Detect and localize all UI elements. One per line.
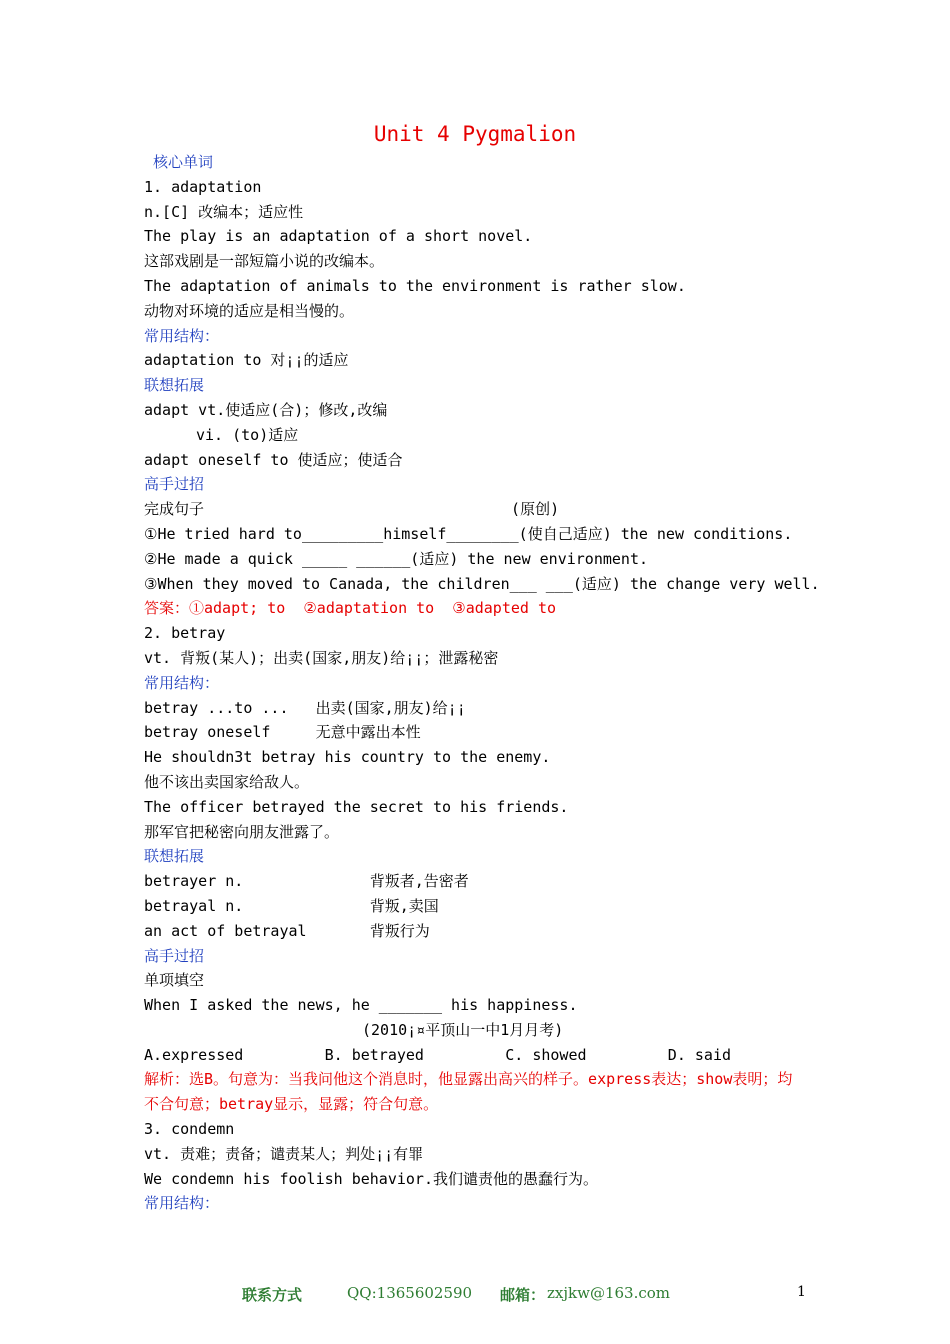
footer-mail-label: 邮箱： xyxy=(500,1286,546,1304)
text-line: The officer betrayed the secret to his friends. xyxy=(144,797,569,816)
text-line: betray oneself 无意中露出本性 xyxy=(144,723,421,742)
section-heading: 常用结构： xyxy=(144,1194,220,1213)
section-heading: 联想拓展 xyxy=(144,376,205,395)
page-title: Unit 4 Pygmalion xyxy=(373,122,577,146)
text-line: 这部戏剧是一部短篇小说的改编本。 xyxy=(144,252,385,271)
text-line: vt. 背叛(某人)；出卖(国家,朋友)给¡¡；泄露秘密 xyxy=(144,648,499,667)
text-line: ①He tried hard to_________himself________(使自己适应) the new conditions. xyxy=(144,524,793,543)
text-line: adapt vt.使适应(合)；修改,改编 xyxy=(144,400,388,419)
section-heading: 高手过招 xyxy=(144,946,205,965)
text-line: 3. condemn xyxy=(144,1120,235,1139)
text-line: adapt oneself to 使适应；使适合 xyxy=(144,450,403,469)
document-body xyxy=(144,150,824,1216)
footer-contact-label: 联系方式 xyxy=(242,1286,303,1304)
text-line: 完成句子 (原创) xyxy=(144,500,560,519)
text-line: 他不该出卖国家给敌人。 xyxy=(144,772,310,791)
text-line: 2. betray xyxy=(144,624,226,643)
text-line: We condemn his foolish behavior.我们谴责他的愚蠢行为。 xyxy=(144,1169,598,1188)
page-footer xyxy=(0,1284,950,1308)
text-line: adaptation to 对¡¡的适应 xyxy=(144,351,349,370)
text-line: 单项填空 xyxy=(144,971,205,990)
text-line: (2010¡¤平顶山一中1月月考) xyxy=(362,1020,564,1039)
text-line: an act of betrayal 背叛行为 xyxy=(144,921,430,940)
section-heading: 联想拓展 xyxy=(144,847,205,866)
text-line: 那军官把秘密向朋友泄露了。 xyxy=(144,822,340,841)
text-line: A.expressed B. betrayed C. showed D. said xyxy=(144,1045,731,1064)
text-line: betrayer n. 背叛者,告密者 xyxy=(144,872,469,891)
text-line: The play is an adaptation of a short novel. xyxy=(144,227,533,246)
page-number: 1 xyxy=(797,1284,806,1300)
text-line: When I asked the news, he _______ his happiness. xyxy=(144,996,578,1015)
section-heading: 常用结构： xyxy=(144,326,220,345)
text-line: The adaptation of animals to the environment is rather slow. xyxy=(144,276,686,295)
text-line: vt. 责难；责备；谴责某人；判处¡¡有罪 xyxy=(144,1144,424,1163)
text-line: betray ...to ... 出卖(国家,朋友)给¡¡ xyxy=(144,698,466,717)
section-heading: 高手过招 xyxy=(144,475,205,494)
text-line: 动物对环境的适应是相当慢的。 xyxy=(144,301,355,320)
section-heading: 常用结构： xyxy=(144,673,220,692)
answer-text: 解析：选B。句意为：当我问他这个消息时，他显露出高兴的样子。express表达；show表明；均 xyxy=(144,1070,793,1089)
text-line: vi. (to)适应 xyxy=(196,425,299,444)
section-heading: 核心单词 xyxy=(153,153,214,171)
footer-qq: QQ:1365602590 xyxy=(347,1284,473,1302)
text-line: 1. adaptation xyxy=(144,177,262,196)
text-line: betrayal n. 背叛,卖国 xyxy=(144,896,439,915)
answer-text: 不合句意；betray显示，显露；符合句意。 xyxy=(144,1095,439,1114)
footer-email: zxjkw@163.com xyxy=(547,1284,670,1302)
text-line: He shouldn3t betray his country to the enemy. xyxy=(144,748,551,767)
answer-text: 答案：①adapt; to ②adaptation to ③adapted to xyxy=(144,599,557,618)
text-line: ③When they moved to Canada, the children___ ___(适应) the change very well. xyxy=(144,574,820,593)
text-line: ②He made a quick _____ ______(适应) the new environment. xyxy=(144,549,649,568)
text-line: n.[C] 改编本；适应性 xyxy=(144,202,304,221)
